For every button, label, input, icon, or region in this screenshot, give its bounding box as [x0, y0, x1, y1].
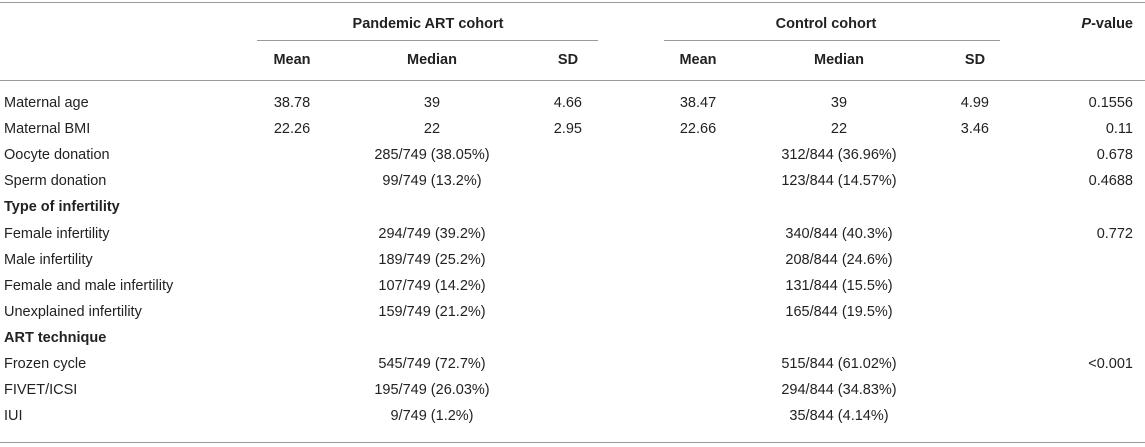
- cell-count-pandemic: 9/749 (1.2%): [390, 408, 474, 424]
- cell-count-control: 515/844 (61.02%): [781, 356, 897, 372]
- cell-pvalue: 0.678: [1096, 147, 1133, 163]
- row-label: Unexplained infertility: [4, 304, 142, 320]
- cell-count-control: 131/844 (15.5%): [785, 278, 893, 294]
- row-label: Female and male infertility: [4, 278, 174, 294]
- row-label: Male infertility: [4, 252, 93, 268]
- header-pvalue: [1081, 15, 1133, 33]
- cell-count-pandemic: 294/749 (39.2%): [378, 226, 486, 242]
- section-heading: ART technique: [4, 330, 107, 346]
- cell-count-control: 35/844 (4.14%): [789, 408, 889, 424]
- cell-pvalue: <0.001: [1088, 356, 1133, 372]
- cell-pvalue: 0.772: [1096, 226, 1133, 242]
- row-label: IUI: [4, 408, 23, 424]
- cell-sd-pandemic: 4.66: [553, 95, 582, 111]
- cell-count-control: 312/844 (36.96%): [781, 147, 897, 163]
- cell-pvalue: 0.1556: [1088, 95, 1133, 111]
- cell-mean-control: 22.66: [679, 121, 717, 137]
- cell-sd-pandemic: 2.95: [553, 121, 582, 137]
- cell-count-control: 123/844 (14.57%): [781, 173, 897, 189]
- group-rule-pandemic: [257, 40, 598, 41]
- cell-median-control: 22: [830, 121, 848, 137]
- row-label: Oocyte donation: [4, 147, 110, 163]
- header-median-1: Median: [407, 52, 457, 68]
- cell-mean-pandemic: 38.78: [273, 95, 311, 111]
- header-sd-2: SD: [964, 52, 986, 68]
- header-group-control: Control cohort: [775, 16, 877, 32]
- section-heading: Type of infertility: [4, 199, 120, 215]
- cell-sd-control: 4.99: [960, 95, 989, 111]
- cell-mean-control: 38.47: [679, 95, 717, 111]
- row-label: Female infertility: [4, 226, 110, 242]
- row-label: Maternal BMI: [4, 121, 91, 137]
- group-rule-control: [664, 40, 1000, 41]
- row-label: Maternal age: [4, 95, 89, 111]
- header-mean-2: Mean: [679, 52, 717, 68]
- cell-mean-pandemic: 22.26: [273, 121, 311, 137]
- cell-count-pandemic: 189/749 (25.2%): [378, 252, 486, 268]
- row-label: Frozen cycle: [4, 356, 87, 372]
- row-label: FIVET/ICSI: [4, 382, 78, 398]
- cell-count-pandemic: 99/749 (13.2%): [382, 173, 482, 189]
- top-rule: [0, 2, 1145, 3]
- bottom-rule: [0, 442, 1145, 443]
- cell-count-pandemic: 159/749 (21.2%): [378, 304, 486, 320]
- header-group-pandemic: Pandemic ART cohort: [352, 16, 504, 32]
- cell-count-pandemic: 195/749 (26.03%): [374, 382, 490, 398]
- cell-median-pandemic: 39: [423, 95, 441, 111]
- cell-sd-control: 3.46: [960, 121, 989, 137]
- header-bottom-rule: [0, 80, 1145, 81]
- cell-pvalue: 0.4688: [1088, 173, 1133, 189]
- header-sd-1: SD: [557, 52, 579, 68]
- cell-median-pandemic: 22: [423, 121, 441, 137]
- cell-pvalue: 0.11: [1105, 121, 1133, 137]
- cell-count-pandemic: 285/749 (38.05%): [374, 147, 490, 163]
- cell-count-pandemic: 107/749 (14.2%): [378, 278, 486, 294]
- header-pvalue-suffix: -value: [1091, 16, 1133, 32]
- cell-count-control: 165/844 (19.5%): [785, 304, 893, 320]
- row-label: Sperm donation: [4, 173, 107, 189]
- header-pvalue-p: P: [1081, 16, 1092, 32]
- cell-count-control: 208/844 (24.6%): [785, 252, 893, 268]
- cell-count-pandemic: 545/749 (72.7%): [378, 356, 486, 372]
- header-median-2: Median: [814, 52, 864, 68]
- cell-count-control: 340/844 (40.3%): [785, 226, 893, 242]
- header-mean-1: Mean: [273, 52, 311, 68]
- cell-median-control: 39: [830, 95, 848, 111]
- cell-count-control: 294/844 (34.83%): [781, 382, 897, 398]
